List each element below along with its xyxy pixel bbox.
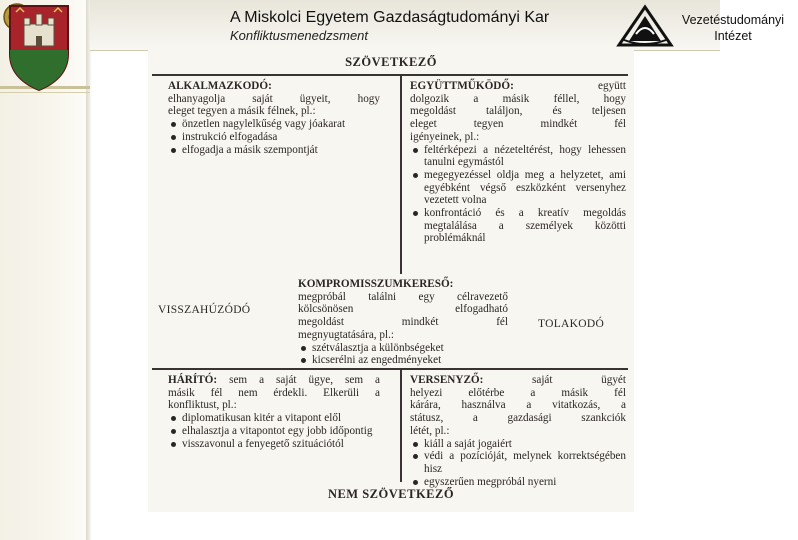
slide-header	[90, 0, 785, 51]
avoiding-line: konfliktust, pl.:	[168, 399, 237, 412]
page-subtitle: Konfliktusmenedzsment	[230, 28, 369, 43]
list-item: konfrontáció és a kreatív megoldás megtalálása a személyek közötti problémáknál	[410, 207, 626, 245]
compromising-line: megnyugtatására, pl.:	[298, 328, 394, 341]
competing-box	[410, 374, 626, 488]
collaborating-box	[410, 80, 626, 245]
collaborating-line: dolgozik a másik féllel, hogy	[410, 92, 626, 105]
withdrawing-axis-label: VISSZAHÚZÓDÓ	[158, 304, 251, 316]
list-item: visszavonul a fenyegető szituációtól	[168, 438, 380, 451]
upper-vertical-rule	[400, 76, 402, 274]
competing-points	[410, 438, 626, 489]
compromising-line: kölcsönösen elfogadható	[298, 303, 508, 316]
page-title: A Miskolci Egyetem Gazdaságtudományi Kar	[230, 9, 550, 26]
list-item: szétválasztja a különbségeket	[298, 342, 508, 355]
competing-line: státusz, a gazdasági szankciók	[410, 412, 626, 425]
list-item: kicserélni az engedményeket	[298, 354, 508, 367]
collaborating-points	[410, 144, 626, 246]
left-decorative-strip	[0, 0, 90, 540]
avoiding-heading: HÁRÍTÓ:	[168, 374, 218, 386]
collaborating-heading-rest: együtt	[598, 80, 626, 92]
university-crest-icon	[6, 2, 72, 92]
compromising-line: megoldást mindkét fél	[298, 316, 508, 329]
forcing-axis-label: TOLAKODÓ	[538, 318, 605, 330]
compromising-box	[298, 278, 508, 367]
lower-vertical-rule	[400, 370, 402, 482]
middle-rule	[152, 368, 628, 370]
collaborating-heading: EGYÜTTMŰKÖDŐ:	[410, 80, 514, 92]
competing-line: helyezi előtérbe a másik fél	[410, 386, 626, 399]
compromising-heading: KOMPROMISSZUMKERESŐ:	[298, 278, 454, 290]
list-item: elfogadja a másik szempontját	[168, 144, 380, 157]
list-item: kiáll a saját jogaiért	[410, 438, 626, 451]
avoiding-box	[168, 374, 380, 450]
list-item: feltérképezi a nézeteltérést, hogy lehessen tanulni egymástól	[410, 144, 626, 169]
collaborating-line: eleget tegyen mindkét fél	[410, 118, 626, 131]
competing-line: kárára, használva a vitatkozás, a	[410, 399, 626, 412]
institute-name	[668, 12, 798, 44]
institute-name-line1: Vezetéstudományi	[681, 13, 785, 27]
institute-triangle-logo-icon	[616, 4, 674, 48]
competing-heading: VERSENYZŐ:	[410, 374, 484, 386]
list-item: egyszerűen megpróbál nyerni	[410, 476, 626, 489]
strip-divider-thin	[0, 92, 90, 93]
strip-shadow	[86, 0, 92, 540]
compromising-line: megpróbál találni egy célravezető	[298, 290, 508, 303]
list-item: önzetlen nagylelkűség vagy jóakarat	[168, 118, 380, 131]
avoiding-heading-rest: sem a saját ügye, sem a	[229, 374, 380, 386]
accommodating-points	[168, 118, 380, 156]
compromising-points	[298, 342, 508, 367]
collaborating-line: igényeinek, pl.:	[410, 130, 480, 143]
list-item: elhalasztja a vitapontot egy jobb időpontig	[168, 425, 380, 438]
competing-line: létét, pl.:	[410, 424, 450, 437]
collaborating-line: megoldást találjon, és teljesen	[410, 105, 626, 118]
list-item: védi a pozícióját, melynek korrektségében hisz	[410, 450, 626, 475]
uncooperative-axis-label: NEM SZÖVETKEZŐ	[327, 487, 455, 501]
list-item: diplomatikusan kitér a vitapont elől	[168, 412, 380, 425]
competing-heading-rest: saját ügyét	[532, 374, 626, 386]
conflict-styles-figure	[148, 50, 634, 512]
accommodating-heading: ALKALMAZKODÓ:	[168, 80, 272, 92]
list-item: megegyezéssel oldja meg a helyzetet, ami egyébként végső eszközként versenyhez vezetett volna	[410, 169, 626, 207]
avoiding-line: másik fél nem érdekli. Elkerüli a	[168, 386, 380, 399]
accommodating-line: elhanyagolja saját ügyeit, hogy	[168, 92, 380, 105]
list-item: instrukció elfogadása	[168, 131, 380, 144]
cooperative-axis-label: SZÖVETKEZŐ	[345, 55, 437, 69]
institute-name-line2: Intézet	[714, 29, 752, 43]
accommodating-box	[168, 80, 380, 156]
accommodating-line: eleget tegyen a másik félnek, pl.:	[168, 105, 316, 118]
top-rule	[152, 74, 628, 76]
avoiding-points	[168, 412, 380, 450]
